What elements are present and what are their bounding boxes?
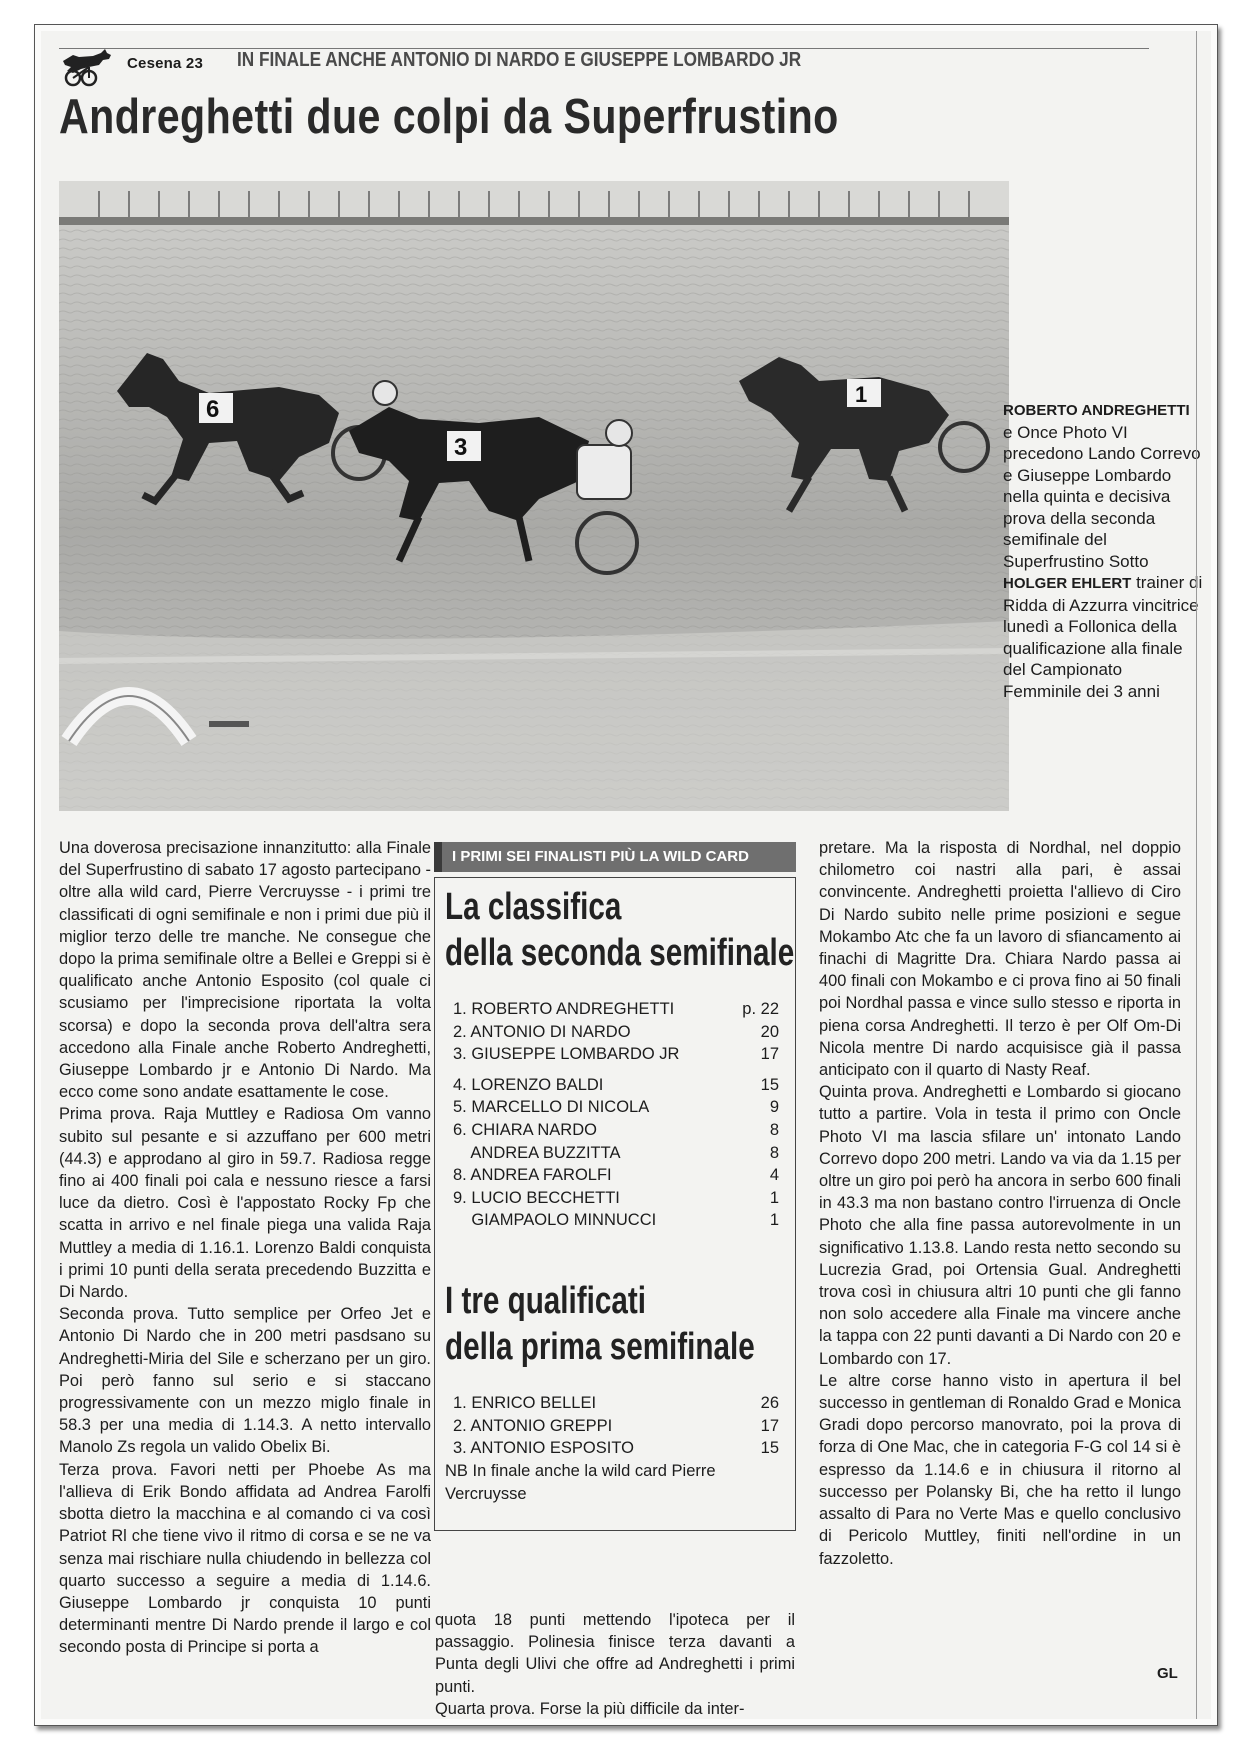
ranking-row: GIAMPAOLO MINNUCCI 1 [453,1211,779,1230]
section-label: Cesena 23 [127,55,204,72]
article-paragraph: pretare. Ma la risposta di Nordhal, nel doppio chilometro coi nastri alla pari, è assai convincente. Andreghetti proietta l'allievo di Ciro Di Nardo subito nelle prime posizioni e segue Mokambo Atc che fa un lavoro di sfiancamento ai finachi di Magritte Dra. Chiara Nardo passa ai 400 finali con Mokambo e ci prova fino ai 50 finali poi Nordhal passa e vince sullo stesso e riporta in piena corsa Andreghetti. Il terzo è per Olf Om-Di Nicola mentre Di nardo acquisisce già il passa anticipato con il quarto di Nasty Reaf. [819,839,1181,1080]
article-paragraph: Terza prova. Favori netti per Phoebe As ma l'allieva di Erik Bondo affidata ad Andrea Farolfi sbotta dietro la macchina e al comando ci va così Patriot Rl che tiene vivo il ritmo di corsa e se ne va senza mai rischiare nulla chiudendo in bellezza col quarto successo a seguire a media di 1.14.6. Giuseppe Lombardo jr conquista 10 punti determinanti mentre Di Nardo prende il largo e col secondo posta di Principe si porta a [59,1460,431,1657]
ranking-row: 8. ANDREA FAROLFI 4 [453,1166,779,1185]
article-column-3 [819,837,1181,1570]
article-column-1 [59,837,431,1659]
saddle-cloth-3: 3 [454,434,468,461]
saddle-cloth-6: 6 [206,396,220,423]
caption-name-andreghetti: ROBERTO ANDREGHETTI [1003,402,1190,419]
ranking-row: 2. ANTONIO GREPPI 17 [453,1416,779,1435]
ranking-row: ANDREA BUZZITTA 8 [453,1143,779,1162]
ranking-row: 5. MARCELLO DI NICOLA 9 [453,1098,779,1117]
author-signature: GL [1157,1665,1178,1682]
standings-title-1a: La classifica [445,886,622,928]
ranking-first-semifinal [453,1392,779,1460]
article-column-2 [435,1609,795,1719]
page-frame [34,24,1218,1726]
article-paragraph: Le altre corse hanno visto in apertura il bel successo in gentleman di Ronaldo Grad e Monica Gradi dopo percorso manovrato, poi la prova di forza di One Mac, che in categoria F-G col 14 si è espresso da 1.14.6 e in chiusura il ritorno al successo per Polansky Bi, che ha retto il lungo assalto di Para no Verte Mas e quello conclusivo di Pericolo Muttley, finiti nell'ordine in un fazzoletto. [819,1371,1181,1568]
article-paragraph: Quinta prova. Andreghetti e Lombardo si giocano tutto a partire. Vola in testa il primo con Oncle Photo VI ma lascia sfilare un' intonato Lando Correvo dopo 200 metri. Lando va via da 1.15 per oltre un giro poi però ha ancora in serbo 600 finali in 43.3 ma non bastano contro l'irruenza di Oncle Photo che alla fine passa autorevolmente in un significativo 1.13.8. Lando resta netto secondo su Lucrezia Grad, poi Ortensia Gual. Andreghetti trova così in chiusura altri 10 punti che gli fanno non solo accedere alla Finale ma vincere anche la tappa con 22 punti davanti a Di Nardo con 20 e Lombardo con 17. [819,1083,1181,1368]
standings-box-header: I PRIMI SEI FINALISTI PIÙ LA WILD CARD [434,842,796,872]
caption-text-1: e Once Photo VI precedono Lando Correvo e Giuseppe Lombardo nella quinta e decisiva prova della seconda semifinale del Superfrustino Sotto [1003,422,1201,571]
main-headline: Andreghetti due colpi da Superfrustino [59,90,839,144]
photo-caption [1003,399,1203,702]
ranking-row: 3. ANTONIO ESPOSITO 15 [453,1439,779,1458]
article-paragraph: quota 18 punti mettendo l'ipoteca per il passaggio. Polinesia finisce terza davanti a Punta degli Ulivi che offre ad Andreghetti i primi punti. [435,1611,795,1696]
ranking-row: 3. GIUSEPPE LOMBARDO JR 17 [453,1045,779,1064]
caption-name-ehlert: HOLGER EHLERT [1003,575,1132,592]
standings-title-1b: della seconda semifinale [445,932,795,974]
ranking-row: 1. ROBERTO ANDREGHETTI p. 22 [453,1000,779,1018]
kicker-headline: IN FINALE ANCHE ANTONIO DI NARDO E GIUSEPPE LOMBARDO JR [237,49,802,71]
ranking-row: 6. CHIARA NARDO 8 [453,1120,779,1139]
article-paragraph: Una doverosa precisazione innanzitutto: alla Finale del Superfrustino di sabato 17 agosto partecipano - oltre alla wild card, Pierre Vercruysse - i primi tre classificati di ogni semifinale e non i primi due più il miglior terzo delle tre manche. Ne consegue che dopo la prima semifinale oltre a Bellei e Greppi si è qualificato anche Antonio Esposito (col quale ci scusiamo per l'imprecisione riportata la volta scorsa) e dopo la seconda prova dell'altra sera accedono alla Finale anche Roberto Andreghetti, Giuseppe Lombardo jr e Antonio Di Nardo. Ma ecco come sono andate esattamente le cose. [59,839,431,1102]
wild-card-note: NB In finale anche la wild card Pierre Vercruysse [445,1462,716,1503]
ranking-row: 4. LORENZO BALDI 15 [453,1075,779,1094]
ranking-row: 9. LUCIO BECCHETTI 1 [453,1188,779,1207]
article-paragraph: Prima prova. Raja Muttley e Radiosa Om vanno subito sul pesante e si azzuffano per 600 metri (44.3) e approdano al giro in 59.7. Radiosa regge fino ai 400 finali poi cala e nessuno riesce a farsi luce da dietro. Così è l'appostato Rocky Fp che scatta in arrivo e nel finale piega una valida Raja Muttley a media di 1.16.1. Lorenzo Baldi conquista i primi 10 punti della serata precedendo Buzzitta e Di Nardo. [59,1105,431,1302]
trotting-horse-logo-icon [59,47,119,87]
article-paragraph: Seconda prova. Tutto semplice per Orfeo Jet e Antonio Di Nardo che in 200 metri pasdsano su Andreghetti-Miria del Sile e scherzano per un giro. Poi però fanno sul serio e si staccano progressivamente con un mezzo miglo finale in 58.3 per una media di 1.14.3. A netto intervallo Manolo Zs regola un valido Obelix Bi. [59,1305,431,1457]
race-photo [59,181,1009,811]
adjacent-page-edge [1196,31,1211,1719]
saddle-cloth-1: 1 [855,382,868,407]
ranking-row: 1. ENRICO BELLEI 26 [453,1394,779,1412]
standings-title-2b: della prima semifinale [445,1326,755,1368]
standings-title-2a: I tre qualificati [445,1280,646,1322]
ranking-row: 2. ANTONIO DI NARDO 20 [453,1022,779,1041]
standings-box [434,877,796,1531]
newspaper-page [41,31,1211,1719]
ranking-second-semifinal [453,998,779,1232]
article-paragraph: Quarta prova. Forse la più difficile da inter- [435,1699,745,1718]
caption-text-2: trainer di Ridda di Azzurra vincitrice lunedì a Follonica della qualificazione alla finale del Campionato Femminile dei 3 anni [1003,573,1203,701]
